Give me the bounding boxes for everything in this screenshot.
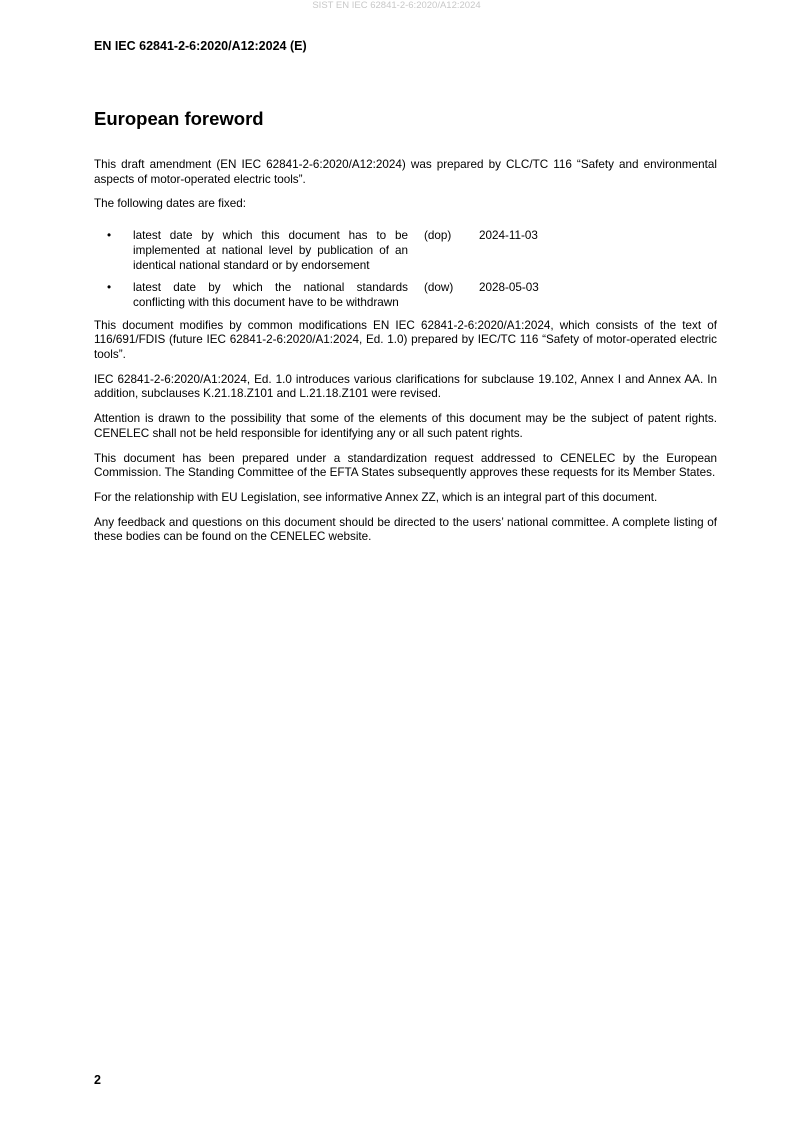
- page-number: 2: [94, 1073, 101, 1087]
- date-row-dow: [94, 281, 717, 310]
- paragraph-eu-legislation: For the relationship with EU Legislation, see informative Annex ZZ, which is an integral part of this document.: [94, 490, 658, 504]
- paragraph-clarifications: IEC 62841-2-6:2020/A1:2024, Ed. 1.0 introduces various clarifications for subclause 19.102, Annex I and Annex AA. In addition, subclauses K.21.18.Z101 and L.21.18.Z101 were revised.: [94, 372, 717, 401]
- date-value: 2024-11-03: [479, 229, 538, 243]
- date-code: (dop): [424, 229, 452, 243]
- paragraph-common-modifications: This document modifies by common modifications EN IEC 62841-2-6:2020/A1:2024, which consists of the text of 116/691/FDIS (future IEC 62841-2-6:2020/A1:2024, Ed. 1.0) prepared by IEC/TC 116 “Safety of motor-operated electric tools”.: [94, 318, 717, 362]
- bullet-icon: •: [107, 229, 112, 243]
- paragraph-prepared-by: This draft amendment (EN IEC 62841-2-6:2020/A12:2024) was prepared by CLC/TC 116 “Safety and environmental aspects of motor-operated electric tools”.: [94, 158, 717, 186]
- date-description: latest date by which the national standards conflicting with this document have to be withdrawn: [133, 281, 408, 309]
- date-row-dop: [94, 229, 717, 273]
- date-description: latest date by which this document has to be implemented at national level by publication of an identical national standard or by endorsement: [133, 229, 408, 272]
- paragraph-feedback: Any feedback and questions on this document should be directed to the users’ national committee. A complete listing of these bodies can be found on the CENELEC website.: [94, 515, 717, 544]
- bullet-icon: •: [107, 281, 112, 295]
- main-content: [94, 107, 717, 555]
- paragraph-standardization-request: This document has been prepared under a standardization request addressed to CENELEC by the European Commission. The Standing Committee of the EFTA States subsequently approves these requests for its Member States.: [94, 451, 717, 480]
- document-identifier: EN IEC 62841-2-6:2020/A12:2024 (E): [94, 39, 307, 53]
- dates-list: [94, 229, 717, 311]
- date-code: (dow): [424, 281, 454, 295]
- date-value: 2028-05-03: [479, 281, 539, 295]
- paragraph-patent-rights: Attention is drawn to the possibility that some of the elements of this document may be the subject of patent rights. CENELEC shall not be held responsible for identifying any or all such patent rights.: [94, 412, 717, 440]
- watermark-text: SIST EN IEC 62841-2-6:2020/A12:2024: [312, 0, 481, 11]
- section-title: European foreword: [94, 108, 264, 129]
- paragraph-dates-intro: The following dates are fixed:: [94, 197, 247, 211]
